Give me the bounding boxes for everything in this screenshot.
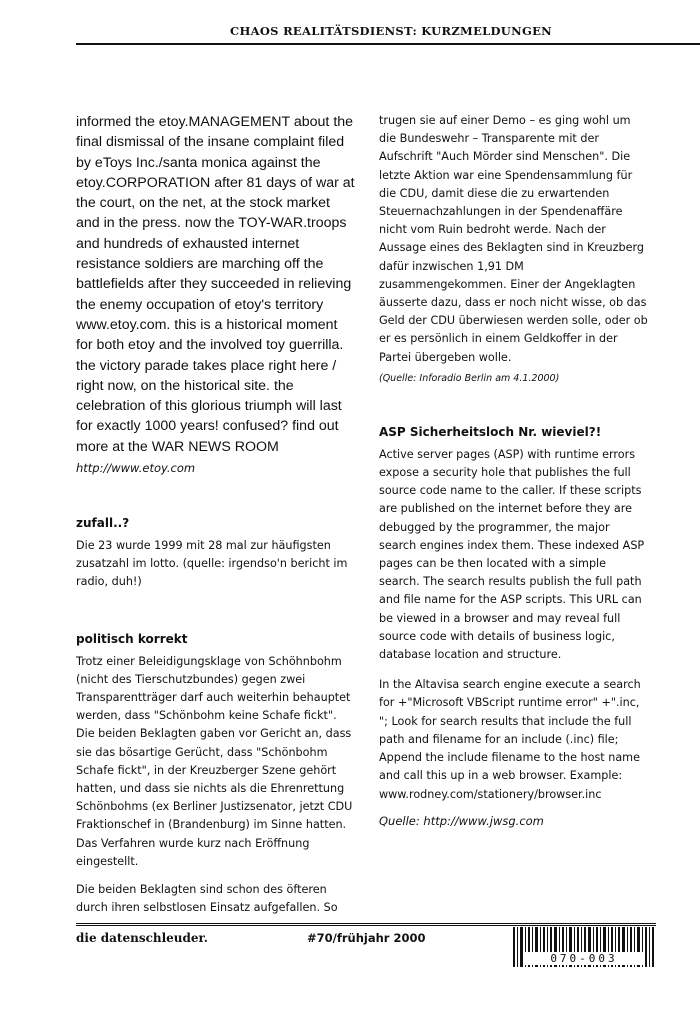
asp-text-2: In the Altavisa search engine execute a search for +"Microsoft VBScript runtime error" +".inc, "; Look for search results that include the full path and filename for an include (.inc) file; Append the include filename to the host name and call this up in a web browser. Example: www.rodney.com/stationery/browser.inc bbox=[379, 678, 641, 801]
barcode-number: 070-003 bbox=[524, 952, 644, 965]
politisch-text: Trotz einer Beleidigungsklage von Schöhnbohm (nicht des Tierschutzbundes) gegen zwei Transparentträger darf auch weiterhin behauptet werden, dass "Schönbohm keine Schafe fickt". Die beiden Beklagten gaben vor Gericht an, dass sie das bösartige Gerücht, dass "Schönbohm Schafe fickt", in der Kreuzberger Szene gehört hatten, und dass sie nichts als die Ehrenrettung Schönbohms (ex Berliner Justizsenator, jetzt CDU Fraktionschef in (Brandenburg) im Sinne hatten. Das Verfahren wurde kurz nach Eröffnung eingestellt. bbox=[76, 654, 353, 868]
spacer bbox=[379, 664, 649, 676]
beklagten-text: Die beiden Beklagten sind schon des öfteren durch ihren selbstlosen Einsatz aufgefallen. So bbox=[76, 883, 338, 915]
right-column bbox=[379, 112, 649, 828]
continued-source: (Quelle: Inforadio Berlin am 4.1.2000) bbox=[379, 372, 560, 384]
etoy-paragraph: informed the etoy.MANAGEMENT about the final dismissal of the insane complaint filed by eToys Inc./santa monica against the etoy.CORPORATION after 81 days of war at the court, on the net, at the stock market and in the press. now the TOY-WAR.troops and hundreds of exhausted internet resistance soldiers are marching off the battlefields after they succeeded in relieving the enemy occupation of etoy's territory www.etoy.com. this is a historical moment for both etoy and the involved toy guerrilla. the victory parade takes place right here / right now, on the historical site. the celebration of this glorious triumph will last for exactly 1000 years! confused? find out more at the WAR NEWS ROOM bbox=[76, 114, 355, 455]
header-rule bbox=[76, 43, 700, 45]
asp-text-1: Active server pages (ASP) with runtime errors expose a security hole that publishes the full source code name to the caller. If these scripts are published on the internet before they are debugged by the programmer, the major search engines index them. These indexed ASP pages can be then located with a simple search. The search results publish the full path and file name for the ASP scripts. This URL can be viewed in a browser and may reveal full source code with details of business logic, database location and structure. bbox=[379, 447, 645, 662]
politisch-heading: politisch korrekt bbox=[76, 631, 188, 646]
asp-heading: ASP Sicherheitsloch Nr. wieviel?! bbox=[379, 424, 602, 439]
spacer bbox=[379, 384, 649, 425]
footer-rule bbox=[76, 925, 656, 926]
spacer bbox=[76, 475, 356, 516]
etoy-source: http://www.etoy.com bbox=[76, 461, 196, 476]
footer-issue: #70/frühjahr 2000 bbox=[307, 931, 426, 945]
left-column bbox=[76, 112, 356, 918]
footer-publication: die datenschleuder. bbox=[76, 931, 208, 945]
spacer bbox=[379, 804, 649, 814]
spacer bbox=[76, 592, 356, 632]
page-header-title: CHAOS REALITÄTSDIENST: KURZMELDUNGEN bbox=[230, 24, 552, 38]
zufall-text: Die 23 wurde 1999 mit 28 mal zur häufigsten zusatzahl im lotto. (quelle: irgendso'n bericht im radio, duh!) bbox=[76, 539, 348, 589]
continued-text: trugen sie auf einer Demo – es ging wohl um die Bundeswehr – Transparente mit der Aufschrift "Auch Mörder sind Menschen". Die letzte Aktion war eine Spendensammlung für die CDU, damit diese die zu erwartenden Steuernachzahlungen in der Spendenaffäre nicht vom Ruin bedroht werde. Nach der Aussage eines des Beklagten sind in Kreuzberg dafür inzwischen 1,91 DM zusammengekommen. Einer der Angeklagten äusserte dazu, dass er noch nicht wisse, ob das Geld der CDU überwiesen werden solle, oder ob er es persönlich in einem Geldkoffer in der Partei übergeben wolle. bbox=[379, 114, 648, 364]
footer-rule bbox=[76, 923, 656, 924]
asp-source: Quelle: http://www.jwsg.com bbox=[379, 813, 544, 828]
spacer bbox=[76, 871, 356, 881]
zufall-heading: zufall..? bbox=[76, 516, 130, 531]
